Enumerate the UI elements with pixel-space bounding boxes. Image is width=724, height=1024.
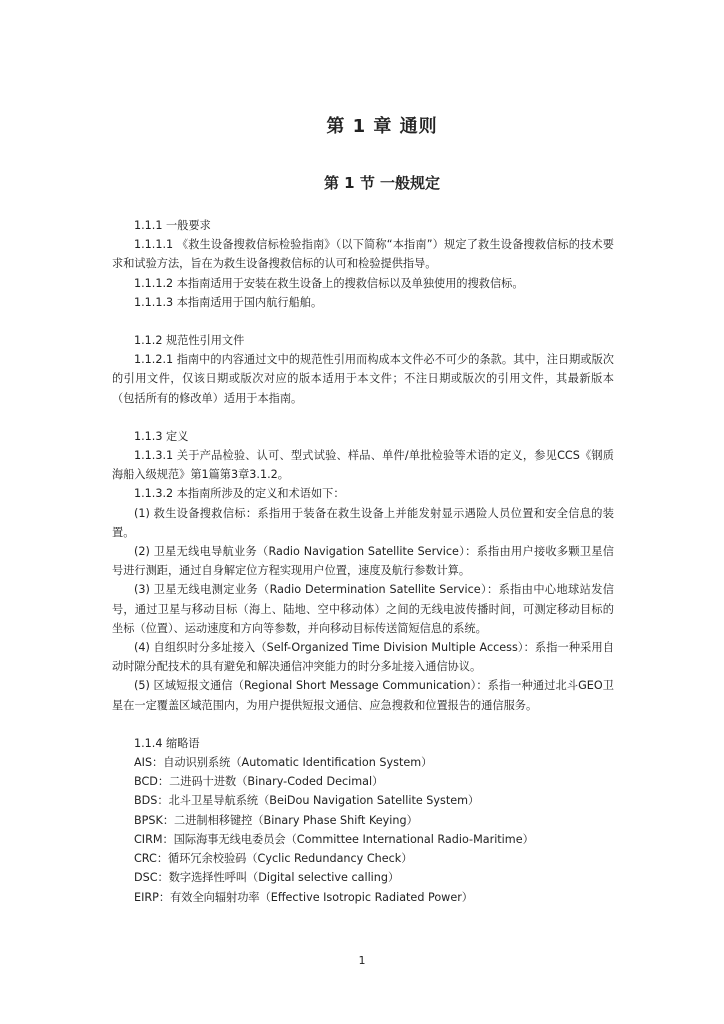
clause-1-1-1-2: 1.1.1.2 本指南适用于安装在救生设备上的搜救信标以及单独使用的搜救信标。 bbox=[134, 276, 524, 290]
clause-1-1-2-1: 1.1.2.1 指南中的内容通过文中的规范性引用而构成本文件必不可少的条款。其中，注日期或版次的引用文件，仅该日期或版次对应的版本适用于本文件；不注日期或版次的引用文件，其最新版本（包括所有的修改单）适用于本指南。 bbox=[112, 353, 614, 405]
heading-1-1-4: 1.1.4 缩略语 bbox=[134, 736, 200, 750]
abbreviation-item: BPSK：二进制相移键控（Binary Phase Shift Keying） bbox=[134, 813, 418, 827]
section-title: 第 1 节 一般规定 bbox=[323, 174, 441, 192]
definition-2: (2) 卫星无线电导航业务（Radio Navigation Satellite Service）：系指由用户接收多颗卫星信号进行测距，通过自身解定位方程实现用户位置，速度及航行参数计算。 bbox=[112, 545, 614, 578]
definition-1: (1) 救生设备搜救信标：系指用于装备在救生设备上并能发射显示遇险人员位置和安全信息的装置。 bbox=[112, 506, 614, 539]
clause-1-1-1-3: 1.1.1.3 本指南适用于国内航行船舶。 bbox=[134, 295, 323, 309]
abbreviation-item: EIRP：有效全向辐射功率（Effective Isotropic Radiated Power） bbox=[134, 890, 473, 904]
clause-1-1-1-1: 1.1.1.1 《救生设备搜救信标检验指南》（以下简称“本指南”）规定了救生设备搜救信标的技术要求和试验方法，旨在为救生设备搜救信标的认可和检验提供指导。 bbox=[112, 238, 614, 271]
abbreviation-item: BDS：北斗卫星导航系统（BeiDou Navigation Satellite System） bbox=[134, 794, 480, 808]
definition-5: (5) 区域短报文通信（Regional Short Message Communication）：系指一种通过北斗GEO卫星在一定覆盖区域范围内，为用户提供短报文通信、应急搜救和位置报告的通信服务。 bbox=[112, 679, 614, 712]
document-body bbox=[112, 216, 614, 907]
clause-1-1-3-2: 1.1.3.2 本指南所涉及的定义和术语如下： bbox=[134, 487, 345, 501]
abbreviation-item: CRC：循环冗余校验码（Cyclic Redundancy Check） bbox=[134, 852, 413, 866]
definition-3: (3) 卫星无线电测定业务（Radio Determination Satellite Service）：系指由中心地球站发信号，通过卫星与移动目标（海上、陆地、空中移动体）之间的无线电波传播时间，可测定移动目标的坐标（位置）、运动速度和方向等参数，并向移动目标传送简短信息的系统。 bbox=[112, 583, 614, 635]
heading-1-1-1: 1.1.1 一般要求 bbox=[134, 219, 211, 232]
definition-4: (4) 自组织时分多址接入（Self-Organized Time Division Multiple Access）：系指一种采用自动时隙分配技术的具有避免和解决通信冲突能力的时分多址接入通信协议。 bbox=[112, 641, 614, 674]
clause-1-1-3-1: 1.1.3.1 关于产品检验、认可、型式试验、样品、单件/单批检验等术语的定义，参见CCS《钢质海船入级规范》第1篇第3章3.1.2。 bbox=[112, 449, 614, 482]
abbreviation-item: AIS：自动识别系统（Automatic Identification System） bbox=[134, 756, 433, 770]
abbreviation-item: DSC：数字选择性呼叫（Digital selective calling） bbox=[134, 871, 400, 885]
abbreviation-item: CIRM：国际海事无线电委员会（Committee International Radio-Maritime） bbox=[134, 832, 534, 846]
chapter-title: 第 1 章 通则 bbox=[326, 116, 438, 137]
abbreviation-item: BCD：二进码十进数（Binary-Coded Decimal） bbox=[134, 775, 384, 789]
heading-1-1-2: 1.1.2 规范性引用文件 bbox=[134, 334, 245, 348]
page-number: 1 bbox=[358, 954, 366, 967]
heading-1-1-3: 1.1.3 定义 bbox=[134, 429, 189, 443]
